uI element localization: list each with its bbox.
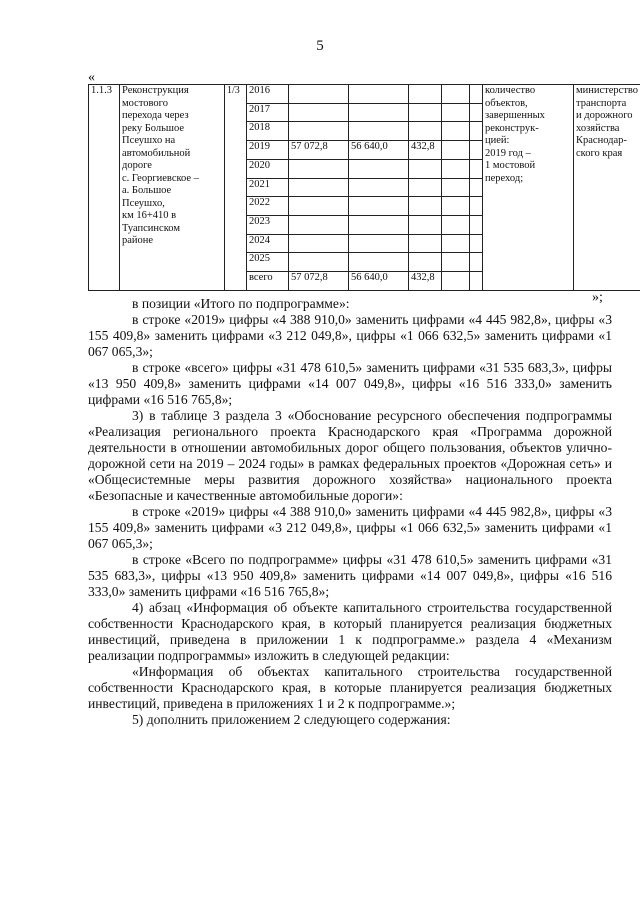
- total-amount-cell: [289, 103, 349, 122]
- local-amount-cell: [442, 272, 470, 291]
- program-table: [88, 84, 640, 291]
- paragraph: 5) дополнить приложением 2 следующего содержания:: [132, 712, 451, 727]
- local-amount-cell: [442, 141, 470, 160]
- regional-amount-cell: [409, 197, 442, 216]
- object-code: 1.1.3: [89, 85, 120, 291]
- closing-quote: »;: [592, 290, 603, 305]
- paragraph: 4) абзац «Информация об объекте капитального строительства государственной собственности Краснодарского края, в который планируется реализация бюджетных инвестиций, приведена в приложении 1 к подпрограмме.» раздела 4 «Механизм реализации подпрограммы» изложить в следующей редакции:: [88, 600, 612, 663]
- year-cell: 2018: [247, 122, 289, 141]
- federal-amount-cell: [349, 85, 409, 104]
- federal-amount-cell: [349, 122, 409, 141]
- regional-amount-cell: [409, 178, 442, 197]
- federal-amount-cell: 56 640,0: [349, 272, 409, 291]
- other-amount-cell: [470, 178, 483, 197]
- category-cell: 1/3: [225, 85, 247, 291]
- federal-amount-cell: [349, 178, 409, 197]
- local-amount-cell: [442, 122, 470, 141]
- year-cell: 2024: [247, 234, 289, 253]
- amendment-text: [88, 296, 612, 728]
- federal-amount-cell: [349, 253, 409, 272]
- local-amount-cell: [442, 85, 470, 104]
- year-cell: 2020: [247, 159, 289, 178]
- paragraph: в строке «всего» цифры «31 478 610,5» заменить цифрами «31 535 683,3», цифры «13 950 409,8» заменить цифрами «14 007 049,8», цифры «16 516 333,0» заменить цифрами «16 516 765,8»;: [88, 360, 612, 407]
- other-amount-cell: [470, 103, 483, 122]
- other-amount-cell: [470, 85, 483, 104]
- year-cell: 2016: [247, 85, 289, 104]
- other-amount-cell: [470, 122, 483, 141]
- other-amount-cell: [470, 197, 483, 216]
- total-amount-cell: 57 072,8: [289, 272, 349, 291]
- paragraph: в строке «Всего по подпрограмме» цифры «31 478 610,5» заменить цифрами «31 535 683,3», цифры «13 950 409,8» заменить цифрами «14 007 049,8», цифры «16 516 333,0» заменить цифрами «16 516 765,8»;: [88, 552, 612, 599]
- federal-amount-cell: [349, 103, 409, 122]
- regional-amount-cell: [409, 103, 442, 122]
- federal-amount-cell: [349, 216, 409, 235]
- local-amount-cell: [442, 197, 470, 216]
- regional-amount-cell: 432,8: [409, 272, 442, 291]
- total-amount-cell: [289, 178, 349, 197]
- year-cell: 2023: [247, 216, 289, 235]
- paragraph: 3) в таблице 3 раздела 3 «Обоснование ресурсного обеспечения подпрограммы «Реализация регионального проекта Краснодарского края «Программа дорожной деятельности в отношении автомобильных дорог общего пользования, объектов улично-дорожной сети на 2019 – 2024 годы» в рамках федеральных проектов «Дорожная сеть» и «Общесистемные меры развития дорожного хозяйства» национального проекта «Безопасные и качественные автомобильные дороги»:: [88, 408, 612, 503]
- local-amount-cell: [442, 178, 470, 197]
- other-amount-cell: [470, 141, 483, 160]
- federal-amount-cell: [349, 234, 409, 253]
- federal-amount-cell: [349, 159, 409, 178]
- regional-amount-cell: [409, 122, 442, 141]
- other-amount-cell: [470, 159, 483, 178]
- total-amount-cell: [289, 159, 349, 178]
- executor-cell: министерство транспорта и дорожного хозяйства Краснодар- ского края: [574, 85, 640, 291]
- local-amount-cell: [442, 234, 470, 253]
- paragraph: в позиции «Итого по подпрограмме»:: [132, 296, 350, 311]
- federal-amount-cell: 56 640,0: [349, 141, 409, 160]
- total-amount-cell: [289, 234, 349, 253]
- other-amount-cell: [470, 272, 483, 291]
- year-cell: 2017: [247, 103, 289, 122]
- total-amount-cell: [289, 253, 349, 272]
- result-cell: количество объектов, завершенных реконструк- цией: 2019 год – 1 мостовой переход;: [483, 85, 574, 291]
- total-amount-cell: [289, 197, 349, 216]
- regional-amount-cell: 432,8: [409, 141, 442, 160]
- local-amount-cell: [442, 216, 470, 235]
- page-number: 5: [316, 38, 324, 54]
- paragraph: в строке «2019» цифры «4 388 910,0» заменить цифрами «4 445 982,8», цифры «3 155 409,8» заменить цифрами «3 212 049,8», цифры «1 066 632,5» заменить цифрами «1 067 065,3»;: [88, 312, 612, 359]
- regional-amount-cell: [409, 159, 442, 178]
- other-amount-cell: [470, 253, 483, 272]
- local-amount-cell: [442, 253, 470, 272]
- other-amount-cell: [470, 216, 483, 235]
- local-amount-cell: [442, 159, 470, 178]
- year-cell: 2019: [247, 141, 289, 160]
- local-amount-cell: [442, 103, 470, 122]
- opening-quote: «: [88, 70, 95, 85]
- total-amount-cell: [289, 216, 349, 235]
- object-name: Реконструкция мостового перехода через реку Большое Псеушхо на автомобильной дороге с. Георгиевское – а. Большое Псеушхо, км 16+410 в Туапсинском районе: [120, 85, 225, 291]
- year-cell: 2021: [247, 178, 289, 197]
- table-row: [89, 85, 640, 104]
- year-cell: 2025: [247, 253, 289, 272]
- regional-amount-cell: [409, 253, 442, 272]
- regional-amount-cell: [409, 216, 442, 235]
- other-amount-cell: [470, 234, 483, 253]
- year-cell: 2022: [247, 197, 289, 216]
- regional-amount-cell: [409, 85, 442, 104]
- year-cell: всего: [247, 272, 289, 291]
- paragraph: в строке «2019» цифры «4 388 910,0» заменить цифрами «4 445 982,8», цифры «3 155 409,8» заменить цифрами «3 212 049,8», цифры «1 066 632,5» заменить цифрами «1 067 065,3»;: [88, 504, 612, 551]
- regional-amount-cell: [409, 234, 442, 253]
- total-amount-cell: 57 072,8: [289, 141, 349, 160]
- paragraph: «Информация об объектах капитального строительства государственной собственности Краснодарского края, в которые планируется реализация бюджетных инвестиций, приведена в приложениях 1 и 2 к подпрограмме.»;: [88, 664, 612, 711]
- federal-amount-cell: [349, 197, 409, 216]
- total-amount-cell: [289, 85, 349, 104]
- total-amount-cell: [289, 122, 349, 141]
